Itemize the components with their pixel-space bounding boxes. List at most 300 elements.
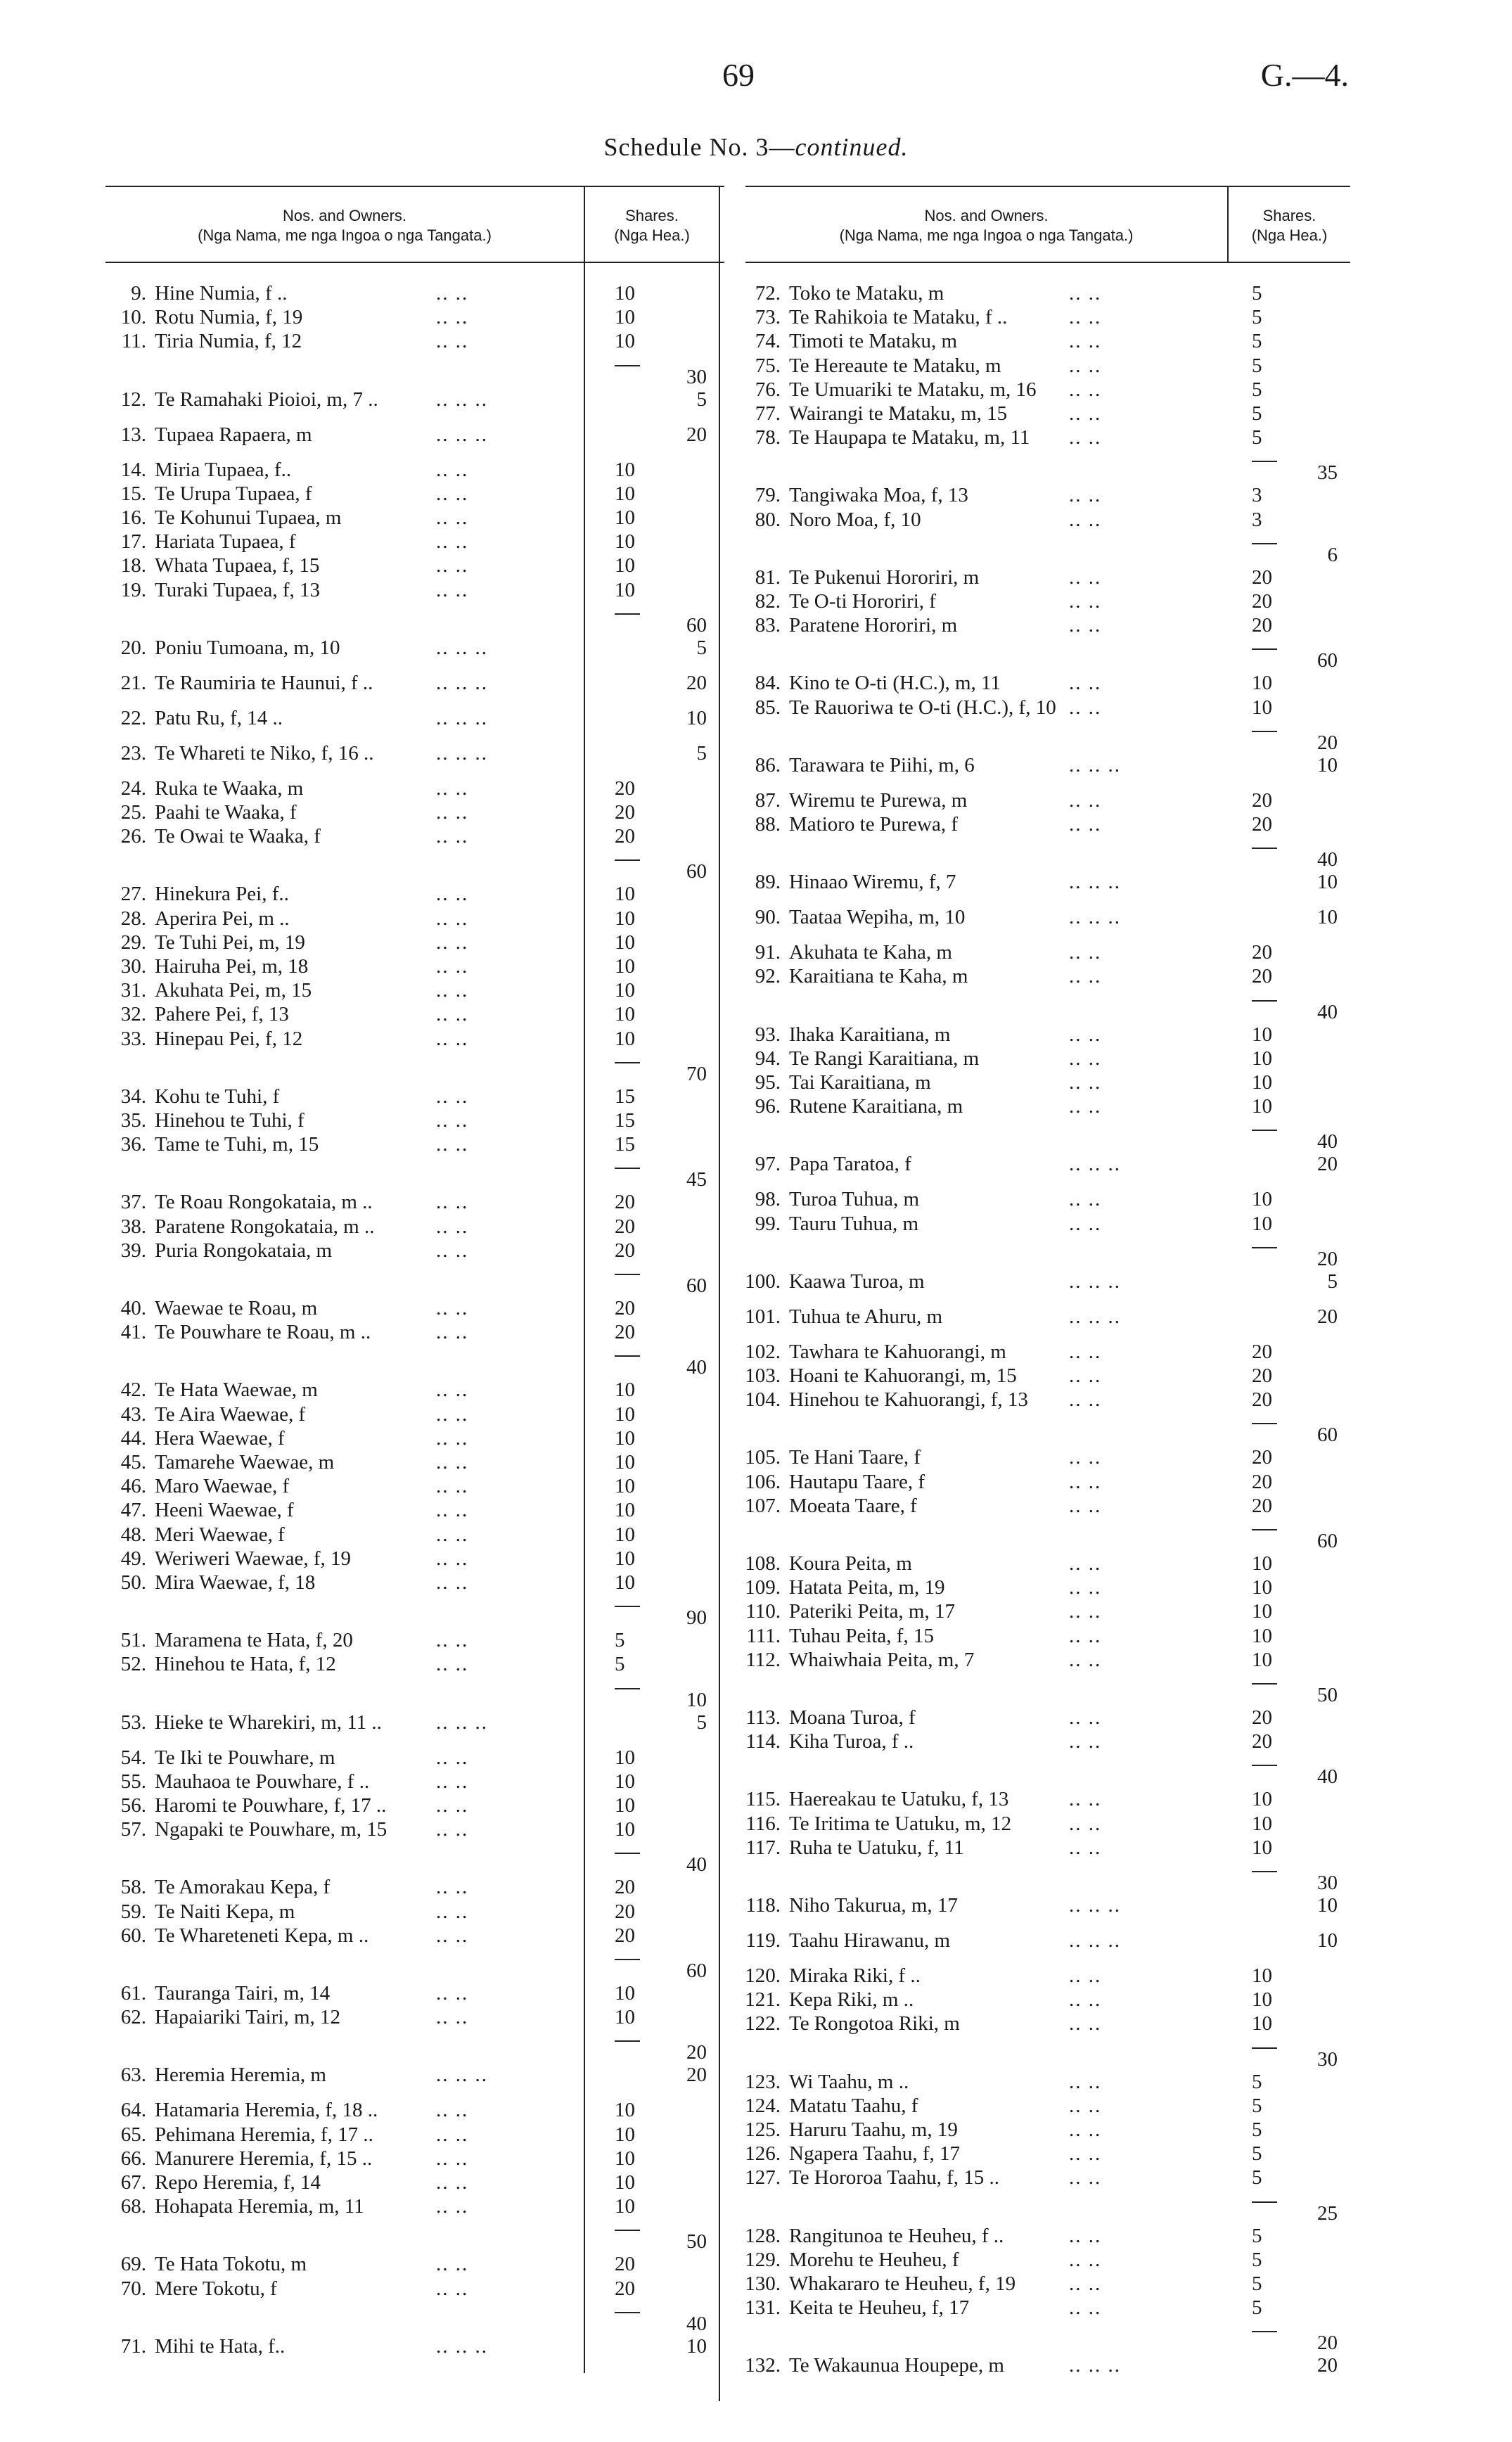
share-value: 10: [615, 1746, 635, 1769]
total-value: 5: [696, 636, 707, 659]
owner-number: 79.: [755, 484, 781, 507]
owner-name: Pahere Pei, f, 13: [155, 1003, 289, 1026]
owner-row: [731, 1624, 1350, 1648]
leader-dots: .. ..: [1069, 941, 1102, 964]
owner-row: [731, 2166, 1350, 2190]
owner-name: Morehu te Heuheu, f: [789, 2248, 959, 2271]
share-value: 20: [1252, 590, 1272, 613]
owner-number: 49.: [120, 1547, 146, 1570]
owner-row: [105, 1875, 717, 1899]
owner-row: [105, 1547, 717, 1571]
total-value: 5: [696, 1711, 707, 1734]
share-value: 20: [1252, 788, 1272, 812]
left-shares-header: [585, 206, 719, 245]
owner-name: Te Rauoriwa te O-ti (H.C.), f, 10: [789, 696, 1056, 719]
share-value: 5: [1252, 378, 1262, 401]
subtotal-row: [105, 2040, 717, 2064]
owner-row: [731, 402, 1350, 426]
leader-dots: .. ..: [436, 1215, 469, 1238]
subtotal-value: 90: [686, 1606, 707, 1630]
subtotal-row: [105, 2230, 717, 2254]
subtotal-row: [731, 2047, 1350, 2071]
owner-number: 127.: [745, 2166, 781, 2190]
leader-dots: .. .. ..: [436, 636, 488, 659]
owner-number: 99.: [755, 1212, 781, 1235]
leader-dots: .. ..: [436, 1818, 469, 1841]
owner-name: Paratene Rongokataia, m ..: [155, 1215, 375, 1238]
leader-dots: .. ..: [1069, 614, 1102, 637]
owner-name: Noro Moa, f, 10: [789, 508, 921, 531]
owner-name: Miraka Riki, f ..: [789, 1964, 921, 1987]
owner-row: [105, 776, 717, 800]
subtotal-row: [731, 543, 1350, 567]
owner-row: [105, 2334, 717, 2358]
owner-row: [105, 2063, 717, 2087]
owner-name: Te Kohunui Tupaea, m: [155, 506, 342, 529]
owner-number: 113.: [745, 1706, 781, 1729]
owner-row: [731, 1070, 1350, 1094]
owner-number: 56.: [120, 1794, 146, 1817]
owner-name: Whaiwhaia Peita, m, 7: [789, 1648, 975, 1671]
share-value: 10: [615, 506, 635, 529]
owner-number: 93.: [755, 1023, 781, 1046]
leader-dots: .. ..: [1069, 378, 1102, 401]
leader-dots: .. ..: [436, 1085, 469, 1108]
owner-row: [105, 1108, 717, 1132]
share-value: 10: [1252, 672, 1272, 695]
owner-name: Waewae te Roau, m: [155, 1297, 318, 1319]
leader-dots: .. ..: [436, 1523, 469, 1546]
owner-row: [731, 281, 1350, 305]
owner-name: Koura Peita, m: [789, 1552, 912, 1575]
leader-dots: .. ..: [1069, 1730, 1102, 1753]
share-value: 20: [615, 1215, 635, 1238]
owner-number: 73.: [755, 306, 781, 329]
subtotal-value: 6: [1327, 543, 1338, 566]
leader-dots: .. ..: [436, 506, 469, 529]
subtotal-row: [105, 365, 717, 389]
owner-row: [731, 1599, 1350, 1623]
leader-dots: .. ..: [1069, 2224, 1102, 2247]
owner-row: [731, 1730, 1350, 1753]
owner-row: [731, 671, 1350, 695]
subtotal-value: 25: [1317, 2201, 1338, 2225]
leader-dots: .. ..: [436, 1426, 469, 1450]
owner-number: 27.: [120, 883, 146, 906]
owner-name: Haereakau te Uatuku, f, 13: [789, 1788, 1009, 1811]
share-value: 10: [1252, 1600, 1272, 1623]
leader-dots: .. .. ..: [436, 741, 488, 765]
owner-row: [731, 613, 1350, 637]
owner-number: 78.: [755, 426, 781, 449]
share-value: 10: [615, 578, 635, 601]
owner-row: [731, 1964, 1350, 1988]
share-value: 10: [615, 1426, 635, 1450]
share-value: 10: [1252, 2012, 1272, 2035]
owner-name: Pehimana Heremia, f, 17 ..: [155, 2123, 373, 2146]
share-value: 5: [1252, 2296, 1262, 2320]
subtotal-value: 60: [1317, 1424, 1338, 1447]
leader-dots: .. ..: [436, 1003, 469, 1026]
share-value: 20: [615, 2277, 635, 2300]
leader-dots: .. ..: [436, 1321, 469, 1344]
owner-row: [731, 1152, 1350, 1176]
leader-dots: .. ..: [1069, 813, 1102, 836]
share-value: 10: [615, 1523, 635, 1546]
owner-number: 116.: [745, 1812, 781, 1835]
owner-name: Hariata Tupaea, f: [155, 530, 296, 554]
total-value: 5: [696, 741, 707, 765]
share-value: 20: [1252, 1340, 1272, 1363]
owner-row: [105, 2005, 717, 2029]
leader-dots: .. ..: [1069, 1576, 1102, 1599]
owner-row: [105, 882, 717, 906]
leader-dots: .. ..: [436, 883, 469, 906]
share-value: 5: [1252, 282, 1262, 305]
leader-dots: .. ..: [1069, 2070, 1102, 2093]
document-reference: G.—4.: [1260, 57, 1349, 93]
owner-name: Te Naiti Kepa, m: [155, 1900, 295, 1923]
leader-dots: .. ..: [1069, 484, 1102, 507]
owner-number: 32.: [120, 1003, 146, 1026]
share-value: 10: [615, 907, 635, 930]
share-value: 10: [615, 458, 635, 481]
share-value: 5: [1252, 354, 1262, 377]
share-value: 10: [1252, 1836, 1272, 1859]
leader-dots: .. ..: [1069, 1812, 1102, 1835]
leader-dots: .. ..: [1069, 2012, 1102, 2035]
share-value: 20: [615, 1191, 635, 1214]
owner-number: 13.: [120, 423, 146, 446]
owner-name: Te Pouwhare te Roau, m ..: [155, 1321, 371, 1344]
subtotal-value: 20: [1317, 731, 1338, 754]
leader-dots: .. ..: [1069, 1071, 1102, 1094]
owner-row: [731, 483, 1350, 507]
owner-number: 16.: [120, 506, 146, 529]
owner-row: [731, 940, 1350, 964]
owner-number: 77.: [755, 402, 781, 425]
leader-dots: .. ..: [436, 530, 469, 554]
owner-number: 34.: [120, 1085, 146, 1108]
owner-number: 119.: [745, 1929, 781, 1952]
owner-name: Manurere Heremia, f, 15 ..: [155, 2147, 373, 2170]
leader-dots: .. ..: [436, 1379, 469, 1402]
owner-number: 10.: [120, 306, 146, 329]
owner-name: Hine Numia, f ..: [155, 282, 288, 305]
owner-number: 14.: [120, 458, 146, 481]
owner-name: Papa Taratoa, f: [789, 1153, 911, 1176]
subtotal-row: [731, 1000, 1350, 1024]
share-value: 10: [615, 2006, 635, 2029]
owner-row: [105, 2123, 717, 2147]
subtotal-value: 40: [1317, 1000, 1338, 1023]
owner-name: Akuhata te Kaha, m: [789, 941, 952, 964]
owner-name: Hinaao Wiremu, f, 7: [789, 871, 956, 894]
owner-row: [105, 423, 717, 447]
owner-name: Wi Taahu, m ..: [789, 2070, 909, 2093]
leader-dots: .. ..: [1069, 306, 1102, 329]
owner-name: Hinehou te Hata, f, 12: [155, 1653, 336, 1676]
owner-row: [105, 1027, 717, 1051]
owner-row: [731, 1340, 1350, 1364]
share-value: 10: [615, 1402, 635, 1426]
total-value: 5: [1327, 1270, 1338, 1293]
owner-row: [731, 788, 1350, 812]
share-value: 20: [615, 2253, 635, 2276]
leader-dots: .. .. ..: [1069, 1894, 1121, 1917]
owner-number: 72.: [755, 282, 781, 305]
owner-row: [105, 706, 717, 730]
owner-number: 132.: [745, 2354, 781, 2377]
right-shares-header: [1229, 206, 1350, 245]
owner-row: [731, 2248, 1350, 2272]
owner-number: 20.: [120, 636, 146, 659]
share-value: 3: [1252, 484, 1262, 507]
share-value: 10: [1252, 1788, 1272, 1811]
owner-number: 35.: [120, 1109, 146, 1132]
owner-number: 104.: [745, 1388, 781, 1412]
owner-row: [731, 1023, 1350, 1047]
leader-dots: .. ..: [436, 955, 469, 978]
subtotal-value: 60: [686, 1960, 707, 1982]
owner-number: 57.: [120, 1818, 146, 1841]
share-value: 20: [1252, 941, 1272, 964]
subtotal-value: 30: [1317, 2047, 1338, 2071]
owner-name: Rutene Karaitiana, m: [789, 1095, 963, 1118]
owner-name: Hatamaria Heremia, f, 18 ..: [155, 2099, 378, 2122]
owner-row: [105, 1002, 717, 1026]
subtotal-value: 20: [1317, 1247, 1338, 1270]
share-value: 15: [615, 1109, 635, 1132]
subtotal-row: [731, 461, 1350, 485]
owner-number: 41.: [120, 1321, 146, 1344]
subtotal-row: [731, 1247, 1350, 1271]
owner-row: [105, 907, 717, 931]
owner-number: 58.: [120, 1876, 146, 1899]
owner-number: 22.: [120, 706, 146, 729]
owner-name: Kaawa Turoa, m: [789, 1270, 925, 1293]
share-value: 10: [615, 330, 635, 353]
owner-row: [731, 1706, 1350, 1730]
subtotal-row: [731, 731, 1350, 755]
owner-row: [105, 954, 717, 978]
top-rule-left: [105, 186, 724, 187]
owner-number: 92.: [755, 965, 781, 988]
owner-number: 45.: [120, 1451, 146, 1473]
owner-name: Tai Karaitiana, m: [789, 1071, 931, 1094]
owner-row: [105, 2194, 717, 2218]
owner-row: [105, 1474, 717, 1498]
share-value: 10: [615, 1003, 635, 1026]
owner-number: 54.: [120, 1746, 146, 1769]
owner-number: 80.: [755, 508, 781, 531]
owner-row: [731, 1575, 1350, 1599]
leader-dots: .. ..: [1069, 1212, 1102, 1235]
owner-name: Karaitiana te Kaha, m: [789, 965, 968, 988]
owner-row: [731, 1388, 1350, 1412]
owner-row: [105, 1426, 717, 1450]
subtotal-value: 50: [686, 2230, 707, 2254]
owner-row: [731, 329, 1350, 353]
share-value: 20: [1252, 965, 1272, 988]
owner-name: Matioro te Purewa, f: [789, 813, 958, 836]
leader-dots: .. ..: [1069, 788, 1102, 812]
owner-number: 31.: [120, 979, 146, 1002]
owner-row: [105, 1571, 717, 1594]
owner-name: Heremia Heremia, m: [155, 2064, 326, 2087]
owner-name: Te Amorakau Kepa, f: [155, 1876, 331, 1899]
subtotal-row: [105, 1688, 717, 1712]
owner-row: [731, 1305, 1350, 1329]
owner-number: 71.: [120, 2334, 146, 2358]
owner-name: Ngapera Taahu, f, 17: [789, 2142, 961, 2166]
owner-number: 12.: [120, 388, 146, 411]
share-value: 10: [615, 530, 635, 554]
leader-dots: .. .. ..: [1069, 1153, 1121, 1176]
subtotal-row: [105, 1606, 717, 1630]
total-value: 20: [686, 671, 707, 694]
owner-name: Timoti te Mataku, m: [789, 330, 957, 353]
owner-number: 67.: [120, 2171, 146, 2194]
owner-name: Kepa Riki, m ..: [789, 1988, 914, 2012]
total-value: 10: [1317, 906, 1338, 929]
owner-name: Matatu Taahu, f: [789, 2094, 918, 2117]
owner-row: [105, 636, 717, 660]
share-value: 20: [1252, 1706, 1272, 1729]
owner-name: Weriweri Waewae, f, 19: [155, 1547, 352, 1570]
owner-name: Turoa Tuhua, m: [789, 1188, 920, 1211]
leader-dots: .. ..: [436, 458, 469, 481]
leader-dots: .. ..: [1069, 1788, 1102, 1811]
leader-dots: .. ..: [1069, 1047, 1102, 1070]
owner-name: Tauranga Tairi, m, 14: [155, 1982, 331, 2005]
owner-name: Whakararo te Heuheu, f, 19: [789, 2272, 1016, 2295]
leader-dots: .. .. ..: [436, 423, 488, 446]
total-value: 10: [1317, 753, 1338, 776]
owner-number: 23.: [120, 741, 146, 765]
owner-row: [731, 2142, 1350, 2166]
owner-row: [731, 2118, 1350, 2142]
subtotal-row: [105, 1853, 717, 1877]
owner-row: [105, 1652, 717, 1676]
leader-dots: .. ..: [1069, 1188, 1102, 1211]
owner-name: Wairangi te Mataku, m, 15: [789, 402, 1008, 425]
owner-number: 110.: [745, 1600, 781, 1623]
leader-dots: .. .. ..: [1069, 871, 1121, 894]
owner-number: 9.: [131, 282, 146, 305]
owner-name: Tauru Tuhua, m: [789, 1212, 919, 1235]
total-value: 20: [686, 423, 707, 446]
owner-number: 11.: [121, 330, 146, 353]
owner-row: [105, 1981, 717, 2005]
subtotal-value: 50: [1317, 1684, 1338, 1706]
owner-number: 100.: [745, 1270, 781, 1293]
leader-dots: .. ..: [1069, 1964, 1102, 1987]
owner-number: 48.: [120, 1523, 146, 1546]
share-value: 10: [615, 2123, 635, 2146]
leader-dots: .. .. ..: [1069, 2354, 1121, 2377]
share-value: 10: [615, 554, 635, 577]
leader-dots: .. ..: [436, 1900, 469, 1923]
share-value: 5: [1252, 2070, 1262, 2093]
owner-row: [105, 1450, 717, 1474]
owner-name: Keita te Heuheu, f, 17: [789, 2296, 970, 2320]
header-line: (Nga Hea.): [1251, 226, 1328, 244]
owner-row: [731, 1893, 1350, 1917]
owner-name: Te Umuariki te Mataku, m, 16: [789, 378, 1037, 401]
leader-dots: .. ..: [436, 979, 469, 1002]
owner-number: 18.: [120, 554, 146, 577]
owner-row: [105, 1628, 717, 1652]
owner-row: [105, 1132, 717, 1156]
total-value: 10: [686, 2334, 707, 2358]
leader-dots: .. ..: [1069, 1552, 1102, 1575]
leader-dots: .. ..: [436, 1297, 469, 1319]
share-value: 10: [615, 2099, 635, 2122]
subtotal-row: [105, 1062, 717, 1086]
leader-dots: .. .. ..: [1069, 1270, 1121, 1293]
owner-row: [731, 1787, 1350, 1811]
owner-number: 30.: [120, 955, 146, 978]
share-value: 20: [1252, 614, 1272, 637]
leader-dots: .. ..: [1069, 426, 1102, 449]
header-line: (Nga Nama, me nga Ingoa o nga Tangata.): [198, 226, 492, 244]
share-value: 10: [615, 1379, 635, 1402]
share-value: 20: [615, 1297, 635, 1319]
owner-row: [105, 2277, 717, 2301]
owner-name: Taahu Hirawanu, m: [789, 1929, 951, 1952]
share-value: 20: [1252, 813, 1272, 836]
owner-number: 29.: [120, 931, 146, 954]
leader-dots: .. ..: [436, 1924, 469, 1947]
share-value: 10: [615, 883, 635, 906]
share-value: 10: [615, 306, 635, 329]
subtotal-value: 30: [686, 365, 707, 388]
share-value: 3: [1252, 508, 1262, 531]
owner-number: 21.: [120, 671, 146, 694]
share-value: 10: [1252, 1071, 1272, 1094]
subtotal-row: [731, 1871, 1350, 1895]
owner-name: Patu Ru, f, 14 ..: [155, 706, 283, 729]
owner-name: Te Hani Taare, f: [789, 1446, 921, 1469]
leader-dots: .. ..: [1069, 1340, 1102, 1363]
share-value: 10: [615, 1982, 635, 2005]
owner-row: [105, 2252, 717, 2276]
share-value: 5: [1252, 402, 1262, 425]
owner-row: [105, 1239, 717, 1262]
leader-dots: .. ..: [436, 1475, 469, 1498]
owner-number: 130.: [745, 2272, 781, 2295]
left-names-header: [105, 206, 584, 245]
owner-number: 88.: [755, 813, 781, 836]
header-line: Nos. and Owners.: [282, 207, 407, 224]
owner-row: [105, 1190, 717, 1214]
owner-number: 122.: [745, 2012, 781, 2035]
share-value: 10: [615, 1571, 635, 1594]
leader-dots: .. ..: [1069, 330, 1102, 353]
share-value: 10: [1252, 1095, 1272, 1118]
owner-name: Toko te Mataku, m: [789, 282, 944, 305]
owner-name: Tamarehe Waewae, m: [155, 1451, 335, 1473]
total-value: 10: [686, 706, 707, 729]
leader-dots: .. .. ..: [436, 1711, 488, 1734]
leader-dots: .. .. ..: [1069, 906, 1121, 929]
subtotal-value: 20: [686, 2041, 707, 2064]
owner-row: [731, 1470, 1350, 1494]
owner-number: 96.: [755, 1095, 781, 1118]
leader-dots: .. ..: [436, 1653, 469, 1676]
owner-row: [105, 931, 717, 954]
